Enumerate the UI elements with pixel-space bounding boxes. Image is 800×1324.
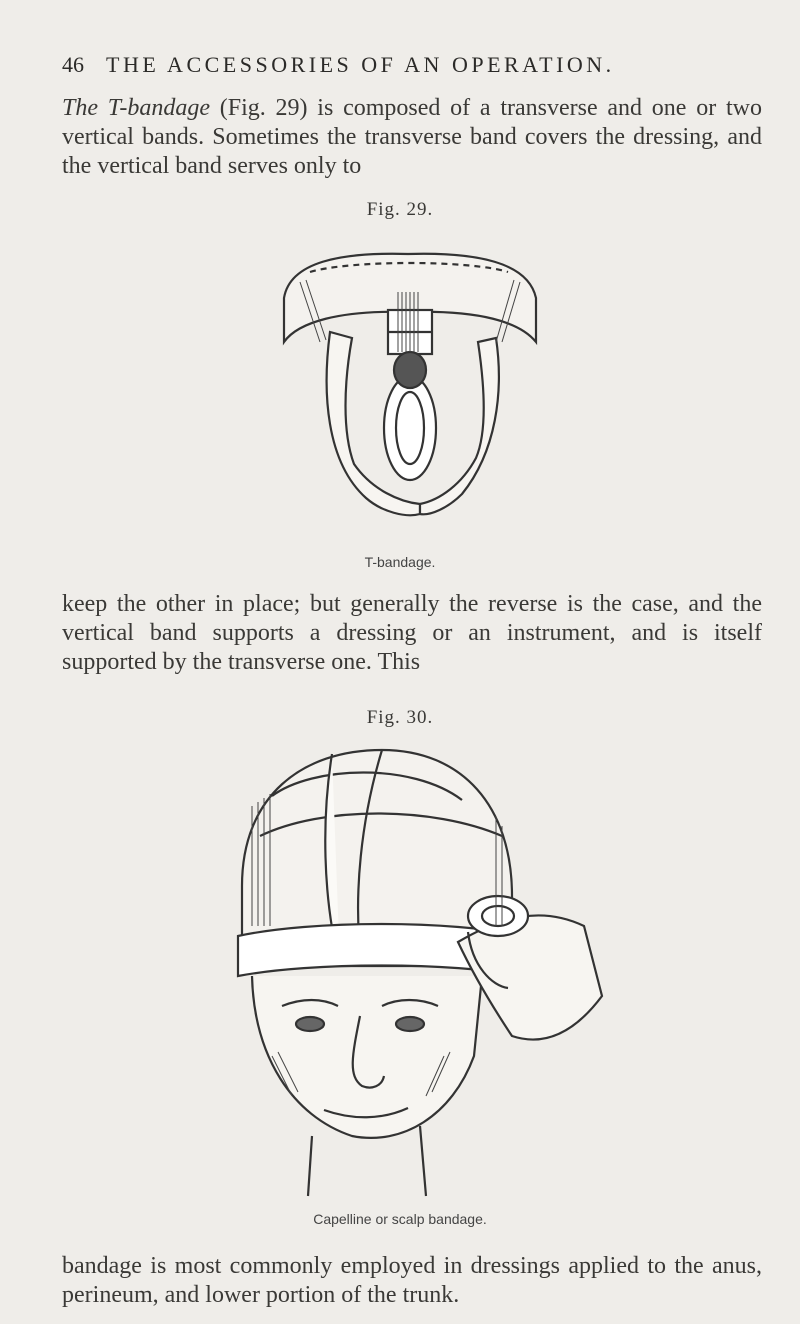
page-header (62, 52, 762, 78)
paragraph-t-bandage-intro (62, 94, 762, 181)
figure-29-caption: T-bandage. (364, 554, 436, 570)
italic-lead: The T-bandage (62, 95, 210, 121)
capelline-scalp-bandage-illustration (212, 736, 612, 1206)
page-number: 46 (62, 52, 84, 77)
paragraph-bandage-uses: bandage is most commonly employed in dressings applied to the anus, perineum, and lower portion of the trunk. (62, 1253, 762, 1308)
t-bandage-illustration (270, 232, 546, 542)
figure-30-label: Fig. 30. (366, 707, 434, 728)
figure-29-label: Fig. 29. (366, 199, 434, 220)
paragraph-text: (Fig. 29) is composed of a transverse and one or two vertical bands. Sometimes the transverse band covers the dressing, and the vertical band serves only to (62, 95, 762, 179)
paragraph-t-bandage-continued: keep the other in place; but generally the reverse is the case, and the vertical band supports a dressing or an instrument, and is itself supported by the transverse one. This (62, 591, 762, 675)
running-title: THE ACCESSORIES OF AN OPERATION. (106, 52, 615, 77)
figure-30-caption: Capelline or scalp bandage. (313, 1211, 487, 1227)
